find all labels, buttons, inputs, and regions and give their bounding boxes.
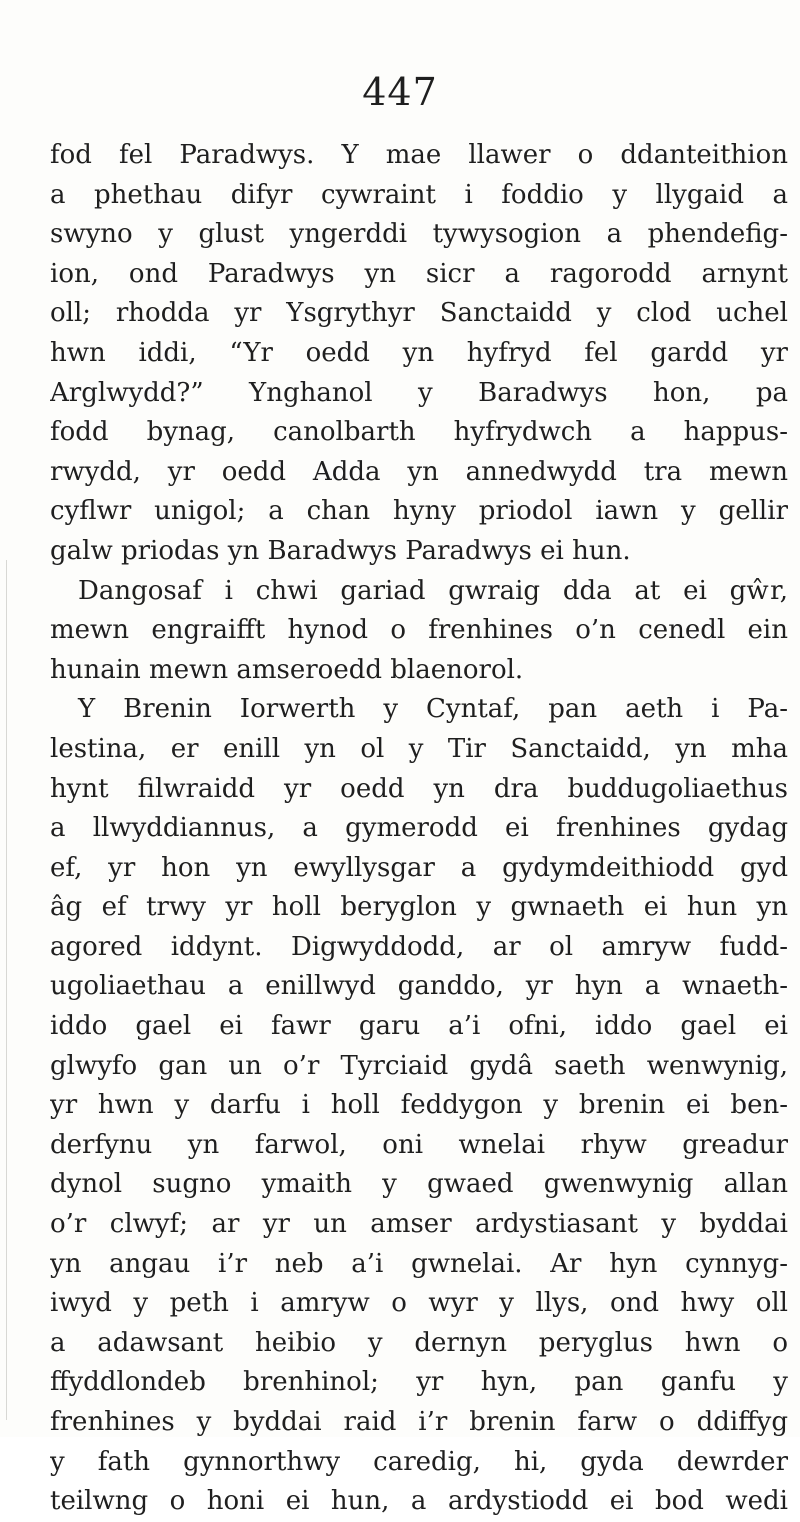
text-line: fodd bynag, canolbarth hyfrydwch a happus- <box>50 417 788 448</box>
text-line: a llwyddiannus, a gymerodd ei frenhines gydag <box>50 813 788 844</box>
text-line: o’r clwyf; ar yr un amser ardystiasant y byddai <box>50 1209 788 1240</box>
text-line: yn angau i’r neb a’i gwnelai. Ar hyn cynnyg- <box>50 1248 788 1279</box>
text-line: cyflwr unigol; a chan hyny priodol iawn y gellir <box>50 496 788 527</box>
text-line: swyno y glust yngerddi tywysogion a phendefig- <box>50 219 788 250</box>
body-text <box>50 136 788 1522</box>
text-line: iwyd y peth i amryw o wyr y llys, ond hwy oll <box>50 1288 788 1319</box>
text-line: mewn engraifft hynod o frenhines o’n cenedl ein <box>50 615 788 646</box>
text-line: ugoliaethau a enillwyd ganddo, yr hyn a wnaeth- <box>50 971 788 1002</box>
page-edge-rule <box>6 560 7 1420</box>
text-line: teilwng o honi ei hun, a ardystiodd ei bod wedi <box>50 1486 788 1517</box>
text-line: hunain mewn amseroedd blaenorol. <box>50 654 524 685</box>
text-line: glwyfo gan un o’r Tyrciaid gydâ saeth wenwynig, <box>50 1050 788 1081</box>
text-line: a phethau difyr cywraint i foddio y llygaid a <box>50 179 788 210</box>
text-line: dynol sugno ymaith y gwaed gwenwynig allan <box>50 1169 788 1200</box>
text-line: ef, yr hon yn ewyllysgar a gydymdeithiodd gyd <box>50 852 788 883</box>
text-line: frenhines y byddai raid i’r brenin farw o ddiffyg <box>50 1407 788 1437</box>
text-line: lestina, er enill yn ol y Tir Sanctaidd, yn mha <box>50 733 788 764</box>
text-line: yr hwn y darfu i holl feddygon y brenin ei ben- <box>50 1090 788 1121</box>
text-line: hynt filwraidd yr oedd yn dra buddugoliaethus <box>50 773 788 804</box>
page-number: 447 <box>362 70 438 114</box>
text-line: Dangosaf i chwi gariad gwraig dda at ei gŵr, <box>78 575 788 606</box>
text-line: galw priodas yn Baradwys Paradwys ei hun. <box>50 535 631 566</box>
text-line: iddo gael ei fawr garu a’i ofni, iddo gael ei <box>50 1011 788 1042</box>
text-line: a adawsant heibio y dernyn peryglus hwn o <box>50 1327 788 1358</box>
text-line: fod fel Paradwys. Y mae llawer o ddanteithion <box>50 140 788 170</box>
text-line: y fath gynnorthwy caredig, hi, gyda dewrder <box>50 1446 788 1477</box>
text-line: agored iddynt. Digwyddodd, ar ol amryw fudd- <box>50 931 788 962</box>
text-line: Y Brenin Iorwerth y Cyntaf, pan aeth i Pa- <box>78 694 788 725</box>
text-line: âg ef trwy yr holl beryglon y gwnaeth ei hun yn <box>50 892 788 923</box>
text-line: hwn iddi, “Yr oedd yn hyfryd fel gardd yr <box>50 337 788 368</box>
text-line: ffyddlondeb brenhinol; yr hyn, pan ganfu y <box>50 1367 788 1398</box>
text-line: rwydd, yr oedd Adda yn annedwydd tra mewn <box>50 456 788 487</box>
text-line: derfynu yn farwol, oni wnelai rhyw greadur <box>50 1129 788 1160</box>
text-line: ion, ond Paradwys yn sicr a ragorodd arnynt <box>50 258 788 289</box>
text-line: Arglwydd?” Ynghanol y Baradwys hon, pa <box>50 377 788 408</box>
text-line: oll; rhodda yr Ysgrythyr Sanctaidd y clod uchel <box>50 298 788 329</box>
